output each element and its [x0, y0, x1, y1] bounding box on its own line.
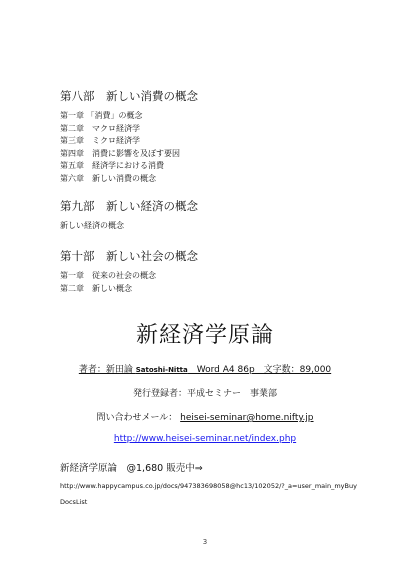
book-title: 新経済学原論: [135, 323, 274, 348]
chapter-item: 第六章 新しい消費の概念: [60, 173, 156, 183]
part-10-title: 第十部 新しい社会の概念: [60, 249, 198, 263]
author-romaji: Satoshi-Nitta: [135, 366, 188, 374]
website-line: [0, 434, 410, 444]
part-8-title: 第八部 新しい消費の概念: [60, 89, 198, 103]
publisher-line: 発行登録者：平成セミナー 事業部: [132, 389, 277, 399]
sale-line: 新経済学原論 @1,680 販売中⇒: [60, 463, 203, 474]
author-prefix: 著者：新田論: [78, 365, 136, 375]
part-8-section: [60, 88, 198, 185]
chapter-item: 新しい経済の概念: [60, 221, 124, 230]
contact-label: 問い合わせメール：: [96, 413, 178, 423]
author-suffix: Word A4 86p 文字数：89,000: [187, 365, 332, 375]
page-number: 3: [202, 538, 208, 546]
chapter-item: 第一章 従来の社会の概念: [60, 271, 156, 280]
contact-email-link[interactable]: heisei-seminar@home.nifty.jp: [180, 413, 314, 423]
part-9-title: 第九部 新しい経済の概念: [60, 199, 198, 213]
part-10-section: [60, 248, 198, 295]
chapter-item: 第五章 経済学における消費: [60, 161, 164, 170]
part-9-section: [60, 198, 198, 233]
chapter-item: 第二章 マクロ経済学: [60, 123, 140, 133]
purchase-url[interactable]: http://www.happycampus.co.jp/docs/947383698058@hc13/102052/?_a=user_main_myBuyDocsList: [60, 482, 357, 506]
chapter-item: 第四章 消費に影響を及ぼす要因: [60, 148, 180, 158]
contact-line: [0, 410, 410, 423]
author-line: [0, 362, 410, 375]
chapter-item: 第三章 ミクロ経済学: [60, 136, 140, 145]
chapter-item: 第二章 新しい概念: [60, 283, 132, 293]
chapter-item: 第一章 「消費」の概念: [60, 111, 143, 120]
website-link[interactable]: http://www.heisei-seminar.net/index.php: [113, 434, 297, 444]
